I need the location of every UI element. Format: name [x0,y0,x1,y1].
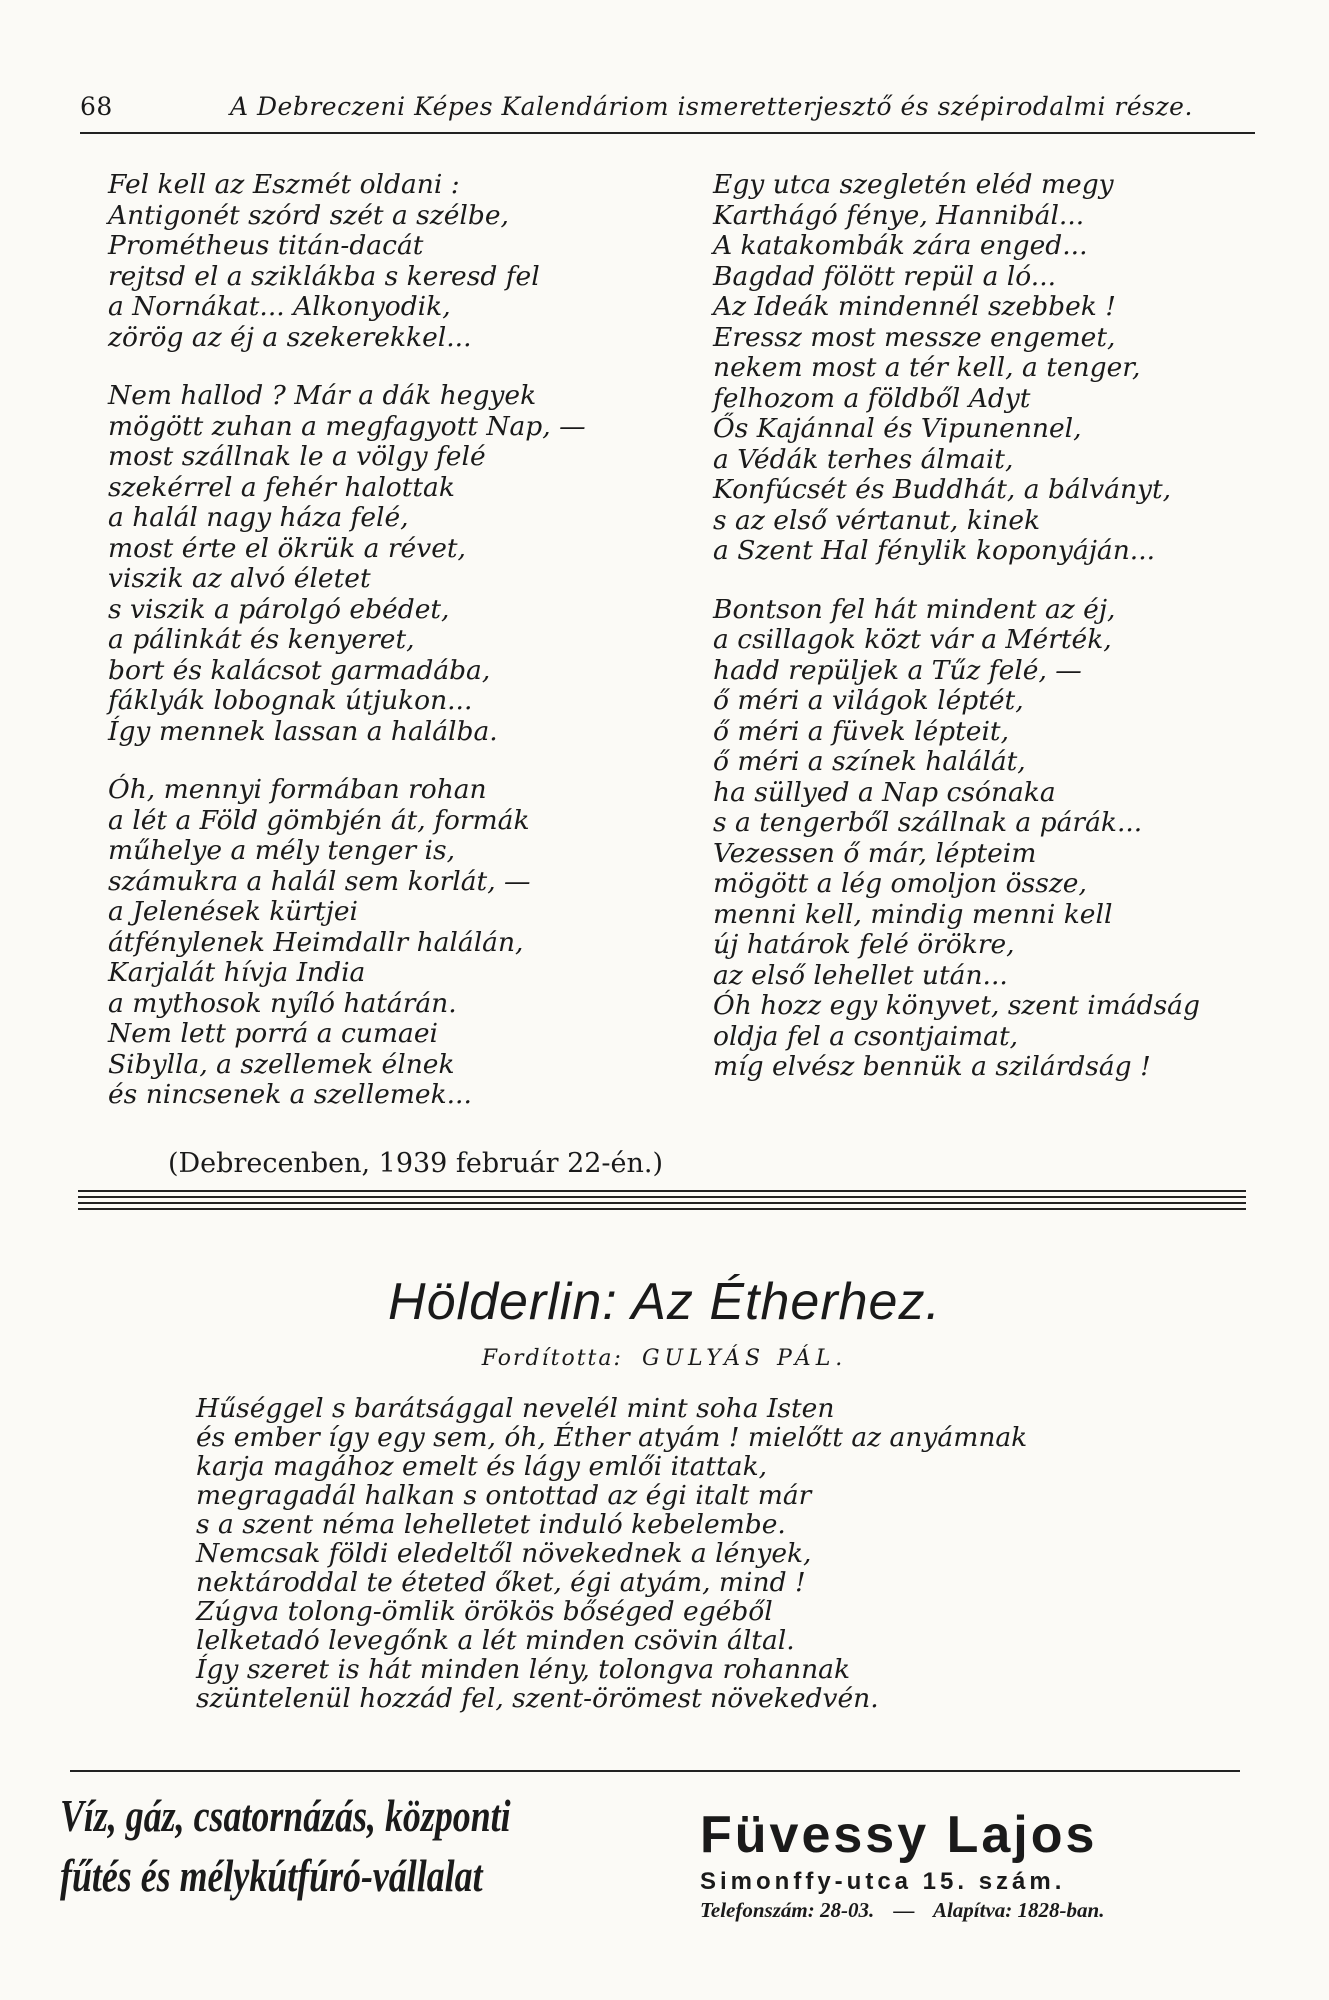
verse-line: Óh hozz egy könyvet, szent imádság [713,990,1200,1021]
verse-line: A katakombák zára enged... [713,230,1088,261]
company-name: Füvessy Lajos [700,1806,1098,1864]
verse-line: a mythosok nyíló határán. [108,987,457,1019]
verse-line: a pálinkát és kenyeret, [108,624,415,655]
verse-line: szekérrel a fehér halottak [108,471,455,503]
poem1-right-column [713,170,1200,1083]
verse-line: most érte el ökrük a révet, [108,532,466,564]
translator-name: GULYÁS PÁL. [641,1346,848,1371]
verse-line: felhozom a földből Adyt [713,382,1031,414]
verse-line: a halál nagy háza felé, [108,502,409,533]
verse-line: mögött a lég omoljon össze, [713,868,1087,899]
verse-line: Egy utca szegletén eléd megy [713,169,1114,200]
verse-line: a Nornákat... Alkonyodik, [108,291,451,322]
verse-line: szüntelenül hozzád fel, szent-örömest növekedvén. [196,1683,879,1714]
verse-line: Nem lett porrá a cumaei [108,1018,438,1049]
verse-line: Így mennek lassan a halálba. [108,715,498,747]
verse-line: és ember így egy sem, óh, Éther atyám ! mielőtt az anyámnak [196,1422,1028,1453]
poem-dateline: (Debrecenben, 1939 február 22-én.) [168,1148,664,1179]
verse-line: Karjalát hívja India [108,957,366,988]
verse-line: Prométheus titán-dacát [108,230,424,261]
poem-title: Hölderlin: Az Étherhez. [388,1273,941,1331]
stanza [108,775,586,1111]
verse-line: a Védák terhes álmait, [713,443,1014,475]
translator-credit [0,1346,1329,1371]
advertisement-slogan [60,1786,511,1906]
verse-line: ő méri a világok léptét, [713,685,1024,716]
verse-line: a Jelenések kürtjei [108,896,359,927]
verse-line: a lét a Föld gömbjén át, formák [108,804,530,836]
verse-line: műhelye a mély tenger is, [108,835,456,866]
advertisement-rule [70,1770,1240,1772]
verse-line: megragadál halkan s ontottad az égi italt már [196,1480,812,1511]
verse-line: ha süllyed a Nap csónaka [713,776,1056,808]
verse-line: rejtsd el a sziklákba s keresd fel [108,260,540,292]
verse-line: bort és kalácsot garmadába, [108,654,491,686]
verse-line: Vezessen ő már, lépteim [713,837,1037,869]
verse-line: ő méri a füvek lépteit, [713,715,1009,747]
stanza [713,170,1200,567]
separator-dash: — [893,1898,915,1922]
poem1-left-column [108,170,586,1111]
stanza [108,170,586,353]
verse-line: Konfúcsét és Buddhát, a bálványt, [713,474,1172,505]
page-number: 68 [80,92,113,121]
verse-line: Ős Kajánnal és Vipunennel, [713,413,1082,444]
verse-line: mögött zuhan a megfagyott Nap, — [108,410,586,442]
verse-line: nektároddal te éteted őket, égi atyám, mind ! [196,1567,806,1598]
verse-line: lelketadó levegőnk a lét minden csövin által. [196,1625,795,1656]
verse-line: Az Ideák mindennél szebbek ! [713,291,1116,322]
verse-line: oldja fel a csontjaimat, [713,1020,1019,1052]
verse-line: Karthágó fénye, Hannibál... [713,199,1085,231]
section-divider [78,1190,1246,1214]
company-contact [700,1898,1118,1923]
verse-line: Antigonét szórd szét a szélbe, [108,199,509,231]
verse-line: átfénylenek Heimdallr halálán, [108,926,524,958]
verse-line: új határok felé örökre, [713,929,1015,960]
verse-line: Sibylla, a szellemek élnek [108,1048,455,1080]
company-address: Simonffy-utca 15. szám. [700,1868,1066,1895]
verse-line: most szállnak le a völgy felé [108,441,486,472]
verse-line: és nincsenek a szellemek... [108,1079,472,1110]
stanza [713,595,1200,1083]
verse-line: Nem hallod ? Már a dák hegyek [108,380,537,411]
verse-line: Óh, mennyi formában rohan [108,774,487,805]
verse-line: számukra a halál sem korlát, — [108,865,531,897]
verse-line: Nemcsak földi eledeltől növekednek a lények, [196,1538,812,1569]
header-title: A Debreczeni Képes Kalendáriom ismeretterjesztő és szépirodalmi része. [230,92,1193,121]
verse-line: Bontson fel hát mindent az éj, [713,593,1116,625]
stanza [108,381,586,747]
verse-line: nekem most a tér kell, a tenger, [713,352,1141,383]
verse-line: karja magához emelt és lágy emlői itattak, [196,1451,768,1482]
phone-number: Telefonszám: 28-03. [700,1898,875,1922]
verse-line: s a szent néma lehelletet induló kebelembe. [196,1509,786,1540]
verse-line: zörög az éj a szekerekkel... [108,321,472,353]
verse-line: Hűséggel s barátsággal nevelél mint soha Isten [196,1393,835,1424]
verse-line: Fel kell az Eszmét oldani : [108,169,460,200]
advertisement-company [700,1808,1118,1923]
verse-line: viszik az alvó életet [108,563,371,594]
verse-line: Így szeret is hát minden lény, tolongva rohannak [196,1654,850,1685]
verse-line: a Szent Hal fénylik koponyáján... [713,535,1156,566]
verse-line: s viszik a párolgó ebédet, [108,593,450,625]
slogan-line: Víz, gáz, csatornázás, központi [60,1790,511,1841]
verse-line: s a tengerből szállnak a párák... [713,807,1143,838]
verse-line: ő méri a színek halálát, [713,746,1026,777]
verse-line: hadd repüljek a Tűz felé, — [713,654,1082,686]
founded-year: Alapítva: 1828-ban. [932,1898,1105,1922]
slogan-line: fűtés és mélykútfúró-vállalat [60,1850,483,1901]
poem2-body [196,1394,1027,1713]
verse-line: Bagdad fölött repül a ló... [713,260,1057,292]
header-rule [80,132,1255,134]
verse-line: Eressz most messze engemet, [713,321,1116,353]
verse-line: fáklyák lobognak útjukon... [108,685,473,716]
verse-line: s az első vértanut, kinek [713,504,1041,536]
verse-line: a csillagok közt vár a Mérték, [713,624,1112,655]
verse-line: menni kell, mindig menni kell [713,898,1113,930]
verse-line: Zúgva tolong-ömlik örökös bőséged egéből [196,1596,773,1627]
verse-line: az első lehellet után... [713,959,1008,991]
verse-line: míg elvész bennük a szilárdság ! [713,1051,1151,1082]
translator-label: Fordította: [481,1346,623,1371]
